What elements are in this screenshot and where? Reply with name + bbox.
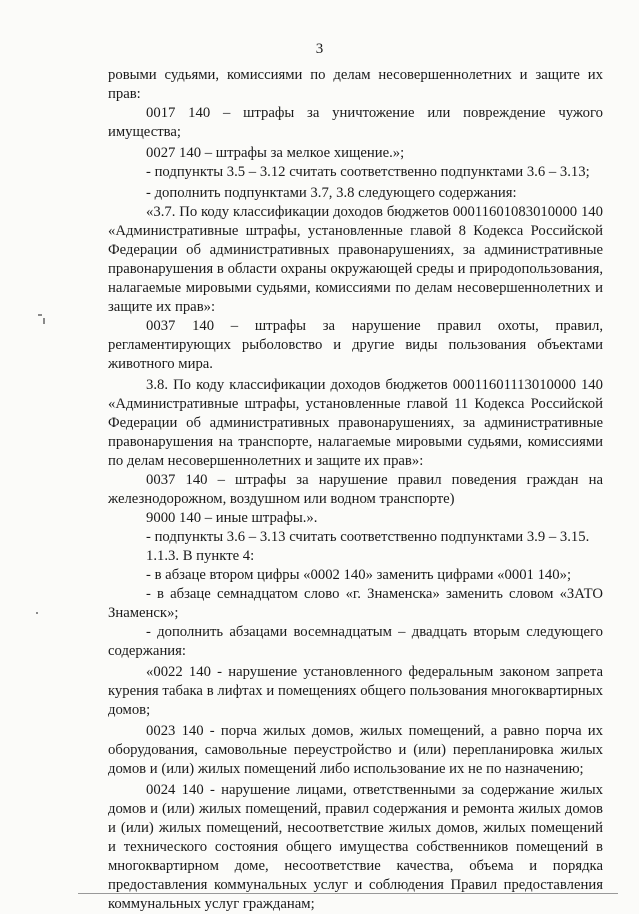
paragraph: - в абзаце втором цифры «0002 140» заменить цифрами «0001 140»; <box>146 567 572 583</box>
paragraph: 0027 140 – штрафы за мелкое хищение.»; <box>146 145 405 161</box>
paragraph: - подпункты 3.5 – 3.12 считать соответственно подпунктами 3.6 – 3.13; <box>146 164 590 180</box>
page-number: 3 <box>315 41 324 57</box>
paragraph: - в абзаце семнадцатом слово «г. Знаменска» заменить словом «ЗАТО Знаменск»; <box>108 586 603 621</box>
paragraph: - подпункты 3.6 – 3.13 считать соответственно подпунктами 3.9 – 3.15. <box>146 529 590 545</box>
paragraph: 1.1.3. В пункте 4: <box>146 548 255 564</box>
scan-mark <box>43 318 45 324</box>
paragraph: 0023 140 - порча жилых домов, жилых помещений, а равно порча их оборудования, самовольные переустройство и (или) перепланировка жилых домов и (или) жилых помещений либо использование их не по назначению; <box>108 723 603 777</box>
paragraph: «0022 140 - нарушение установленного федеральным законом запрета курения табака в лифтах и помещениях общего пользования многоквартирных домов; <box>108 664 603 718</box>
paragraph: 0017 140 – штрафы за уничтожение или повреждение чужого имущества; <box>108 105 603 140</box>
document-body <box>108 66 603 914</box>
scan-mark <box>36 612 38 614</box>
paragraph: 9000 140 – иные штрафы.». <box>146 510 318 526</box>
paragraph: - дополнить абзацами восемнадцатым – двадцать вторым следующего содержания: <box>108 624 603 659</box>
paragraph: 0037 140 – штрафы за нарушение правил охоты, правил, регламентирующих рыболовство и другие виды пользования объектами животного мира. <box>108 318 603 372</box>
paragraph: «3.7. По коду классификации доходов бюджетов 00011601083010000 140 «Административные штрафы, установленные главой 8 Кодекса Российской Федерации об административных правонарушениях, за административные правонарушения в области охраны окружающей среды и природопользования, налагаемые мировыми судьями, комиссиями по делам несовершеннолетних и защите их прав»: <box>108 204 603 315</box>
page-bottom-edge <box>78 893 618 894</box>
paragraph: 3.8. По коду классификации доходов бюджетов 00011601113010000 140 «Административные штрафы, установленные главой 11 Кодекса Российской Федерации об административных правонарушениях, за административные правонарушения на транспорте, налагаемые мировыми судьями, комиссиями по делам несовершеннолетних и защите их прав»: <box>108 377 603 469</box>
paragraph: ровыми судьями, комиссиями по делам несовершеннолетних и защите их прав: <box>108 67 603 102</box>
scan-mark <box>38 314 42 316</box>
paragraph: 0024 140 - нарушение лицами, ответственными за содержание жилых домов и (или) жилых помещений, правил содержания и ремонта жилых домов и (или) жилых помещений, несоответствие жилых домов, жилых помещений и технического состояния общего имущества собственников помещений в многоквартирном доме, несоответствие качества, объема и порядка предоставления коммунальных услуг и соблюдения Правил предоставления коммунальных услуг гражданам; <box>108 782 603 912</box>
paragraph: 0037 140 – штрафы за нарушение правил поведения граждан на железнодорожном, воздушном или водном транспорте) <box>108 472 603 507</box>
paragraph: - дополнить подпунктами 3.7, 3.8 следующего содержания: <box>146 185 517 201</box>
